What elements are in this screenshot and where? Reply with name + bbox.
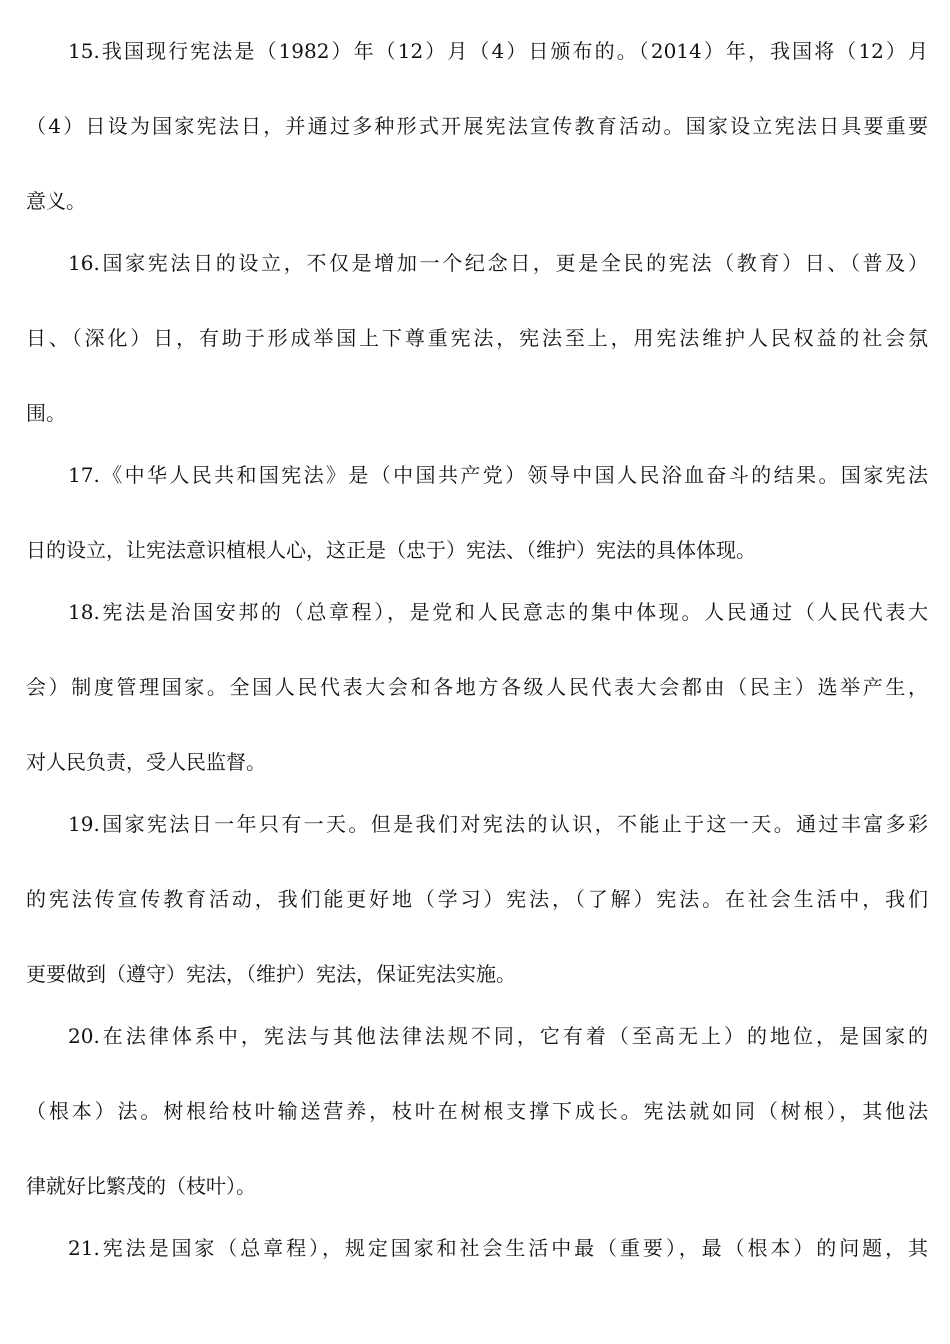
paragraph-15-line-3: 意义。 <box>26 189 86 213</box>
paragraph-18-line-2: 会）制度管理国家。全国人民代表大会和各地方各级人民代表大会都由（民主）选举产生， <box>26 675 928 699</box>
paragraph-18-line-1: 18.宪法是治国安邦的（总章程），是党和人民意志的集中体现。人民通过（人民代表大 <box>68 600 928 624</box>
paragraph-16-line-2: 日、（深化）日，有助于形成举国上下尊重宪法，宪法至上，用宪法维护人民权益的社会氛 <box>26 326 928 350</box>
paragraph-20-line-1: 20.在法律体系中，宪法与其他法律法规不同，它有着（至高无上）的地位，是国家的 <box>68 1024 928 1048</box>
paragraph-16-line-1: 16.国家宪法日的设立，不仅是增加一个纪念日，更是全民的宪法（教育）日、（普及） <box>68 251 928 275</box>
paragraph-17-line-1: 17.《中华人民共和国宪法》是（中国共产党）领导中国人民浴血奋斗的结果。国家宪法 <box>68 463 928 487</box>
paragraph-16-line-3: 围。 <box>26 401 66 425</box>
paragraph-15-line-1: 15.我国现行宪法是（1982）年（12）月（4）日颁布的。（2014）年，我国将（12）月 <box>68 39 928 63</box>
paragraph-19-line-1: 19.国家宪法日一年只有一天。但是我们对宪法的认识，不能止于这一天。通过丰富多彩 <box>68 812 928 836</box>
paragraph-19-line-2: 的宪法传宣传教育活动，我们能更好地（学习）宪法，（了解）宪法。在社会生活中，我们 <box>26 887 928 911</box>
paragraph-15-line-2: （4）日设为国家宪法日，并通过多种形式开展宪法宣传教育活动。国家设立宪法日具要重要 <box>26 114 928 138</box>
paragraph-19-line-3: 更要做到（遵守）宪法，（维护）宪法，保证宪法实施。 <box>26 962 516 986</box>
paragraph-18-line-3: 对人民负责，受人民监督。 <box>26 750 266 774</box>
paragraph-21-line-1: 21.宪法是国家（总章程），规定国家和社会生活中最（重要），最（根本）的问题，其 <box>68 1236 928 1260</box>
paragraph-20-line-3: 律就好比繁茂的（枝叶）。 <box>26 1174 256 1198</box>
paragraph-20-line-2: （根本）法。树根给枝叶输送营养，枝叶在树根支撑下成长。宪法就如同（树根），其他法 <box>26 1099 928 1123</box>
paragraph-17-line-2: 日的设立，让宪法意识植根人心，这正是（忠于）宪法、（维护）宪法的具体体现。 <box>26 538 756 562</box>
